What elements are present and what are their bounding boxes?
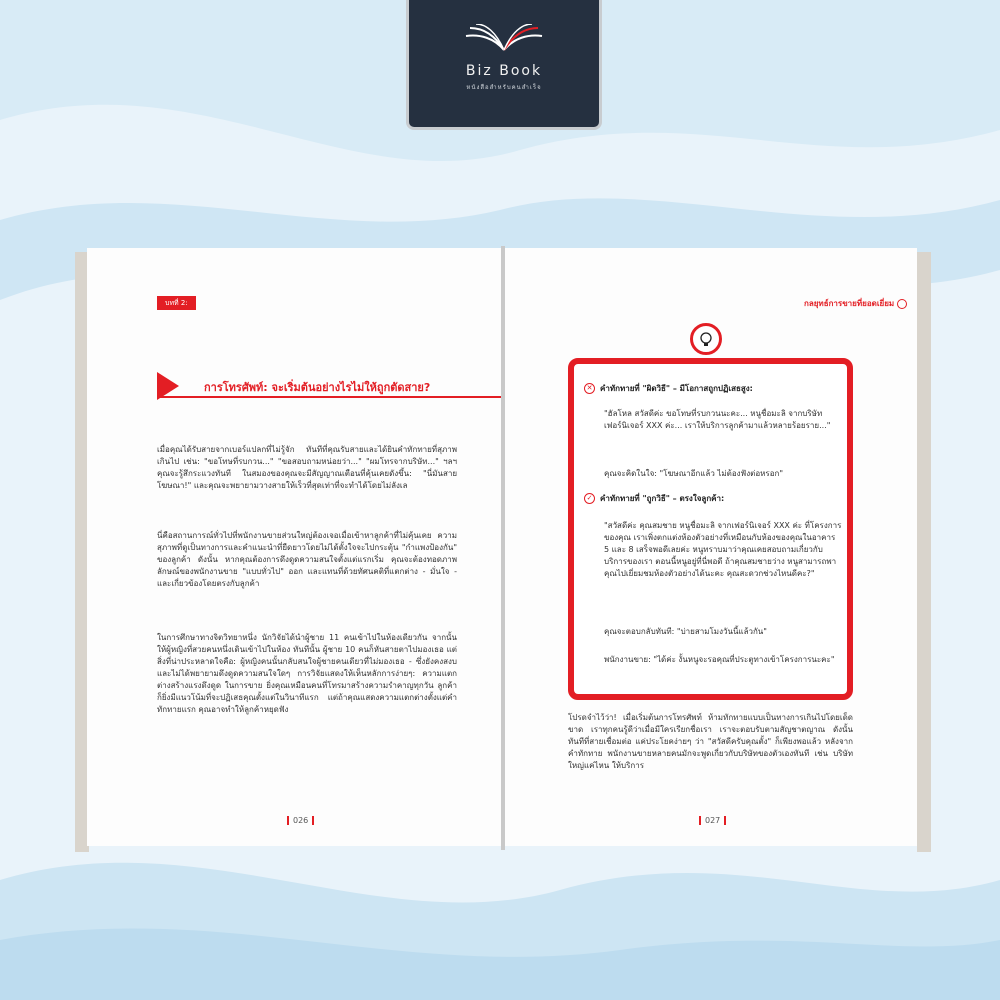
paragraph-4: โปรดจำไว้ว่า! เมื่อเริ่มต้นการโทรศัพท์ ห้ามทักทายแบบเป็นทางการเกินไปโดยเด็ดขาด เราทุกคนรู้ดีว่าเมื่อมีใครเรียกชื่อเรา เราจะตอบรับตามสัญชาตญาณ ดังนั้น ทันทีที่สายเชื่อมต่อ แค่ประโยคง่ายๆ ว่า "สวัสดีครับคุณตั้ง" ก็เพียงพอแล้ว หลังจากคำทักทาย พนักงานขายหลายคนมักจะพูดเกี่ยวกับบริษัทของตัวเองทันที เช่น บริษัทใหญ่แค่ไหน ให้บริการ [568, 713, 853, 770]
logo-title: Biz Book [465, 63, 543, 79]
paragraph-2: นี่คือสถานการณ์ทั่วไปที่พนักงานขายส่วนใหญ่ต้องเจอเมื่อเข้าหาลูกค้าที่ไม่คุ้นเคย ความสุภาพที่ดูเป็นทางการและคำแนะนำที่ยืดยาวโดยไม่ได้ตั้งใจจะไปกระตุ้น "กำแพงป้องกัน" ของลูกค้า ดังนั้น หากคุณต้องการดึงดูดความสนใจตั้งแต่แรกเริ่ม คุณจะต้องทอดภาพลักษณ์ของพนักงานขาย "แบบทั่วไป" ออก และแทนที่ด้วยทัศนคติที่แตกต่าง - มั่นใจ - และเกี่ยวข้องโดยตรงกับลูกค้า [157, 531, 457, 588]
right-quote: "สวัสดีค่ะ คุณสมชาย หนูชื่อมะลิ จากเฟอร์นิเจอร์ XXX ค่ะ ที่โครงการของคุณ เราเพิ่งตกแต่งห้องตัวอย่างที่เหมือนกับห้องของคุณในอาคาร 5 และ 8 เสร็จพอดีเลยค่ะ หนูทราบมาว่าคุณเคยสอบถามเกี่ยวกับบริการของเรา ตอนนี้หนูอยู่ที่นี่พอดี ถ้าคุณสมชายว่าง หนูสามารถพาคุณไปเยี่ยมชมห้องตัวอย่างได้นะคะ คุณสะดวกช่วงไหนดีคะ?" [604, 521, 842, 578]
section-title: การโทรศัพท์: จะเริ่มต้นอย่างไรไม่ให้ถูกตัดสาย? [204, 381, 431, 394]
biz-book-logo [406, 0, 602, 130]
section-heading [157, 372, 501, 410]
open-book [75, 238, 931, 858]
right-reply: คุณจะตอบกลับทันที: "บ่ายสามโมงวันนี้แล้วกัน" [604, 627, 767, 636]
wrong-reply: คุณจะคิดในใจ: "โฆษณาอีกแล้ว ไม่ต้องฟังต่อหรอก" [604, 469, 784, 478]
page-number: 027 [695, 816, 730, 825]
left-page [87, 248, 501, 846]
paragraph-1: เมื่อคุณได้รับสายจากเบอร์แปลกที่ไม่รู้จัก ทันทีที่คุณรับสายและได้ยินคำทักทายที่สุภาพเกินไป เช่น: "ขอโทษที่รบกวน..." "ขอสอบถามหน่อยว่า..." "ผมโทรจากบริษัท..." ฯลฯ คุณจะรู้สึกระแวงทันที ในสมองของคุณจะมีสัญญาณเตือนที่คุ้นเคยดังขึ้น: "นี่มันสายโฆษณา!" และคุณจะพยายามวางสายให้เร็วที่สุดเท่าที่จะทำได้โดยไม่ลังเล [157, 445, 457, 490]
page-number: 026 [283, 816, 318, 825]
logo-subtitle: หนังสือสำหรับคนสำเร็จ [466, 84, 542, 91]
running-title: กลยุทธ์การขายที่ยอดเยี่ยม [804, 297, 907, 310]
x-icon: ✕ [584, 383, 595, 394]
heading-underline [157, 396, 501, 398]
sales-reply: พนักงานขาย: "ได้ค่ะ งั้นหนูจะรอคุณที่ประตูทางเข้าโครงการนะคะ" [604, 655, 835, 664]
lightbulb-icon [690, 323, 722, 355]
right-page [505, 248, 917, 846]
tip-card [568, 358, 853, 700]
target-icon [897, 299, 907, 309]
right-heading: ✓ คำทักทายที่ "ถูกวิธี" – ตรงใจลูกค้า: [584, 492, 724, 505]
wrong-quote: "ฮัลโหล สวัสดีค่ะ ขอโทษที่รบกวนนะคะ... หนูชื่อมะลิ จากบริษัทเฟอร์นิเจอร์ XXX ค่ะ... เราให้บริการลูกค้ามาแล้วหลายร้อยราย..." [604, 409, 831, 430]
chapter-chip: บทที่ 2: [157, 296, 196, 310]
open-book-icon [464, 24, 544, 54]
check-icon: ✓ [584, 493, 595, 504]
wrong-heading: ✕ คำทักทายที่ "ผิดวิธี" – มีโอกาสถูกปฏิเสธสูง: [584, 382, 753, 395]
paragraph-3: ในการศึกษาทางจิตวิทยาหนึ่ง นักวิจัยได้นำผู้ชาย 11 คนเข้าไปในห้องเดียวกัน จากนั้นให้ผู้หญิงที่สวยคนหนึ่งเดินเข้าไปในห้อง ทันทีนั้น ผู้ชาย 10 คนก็หันสายตาไปมองเธอ แต่สิ่งที่น่าประหลาดใจคือ: ผู้หญิงคนนั้นกลับสนใจผู้ชายคนเดียวที่ไม่มองเธอ - ซึ่งยังคงสงบและไม่ได้พยายามดึงดูดความสนใจใดๆ การวิจัยแสดงให้เห็นหลักการง่ายๆ: ความแตกต่างสร้างแรงดึงดูด ในการขาย ยิ่งคุณเหมือนคนที่โทรมาสร้างความรำคาญทุกวัน ลูกค้าก็ยิ่งมีแนวโน้มที่จะปฏิเสธคุณตั้งแต่ในวินาทีแรก แต่ถ้าคุณแสดงความแตกต่างตั้งแต่คำทักทายแรก คุณอาจทำให้ลูกค้าหยุดฟัง [157, 633, 457, 714]
